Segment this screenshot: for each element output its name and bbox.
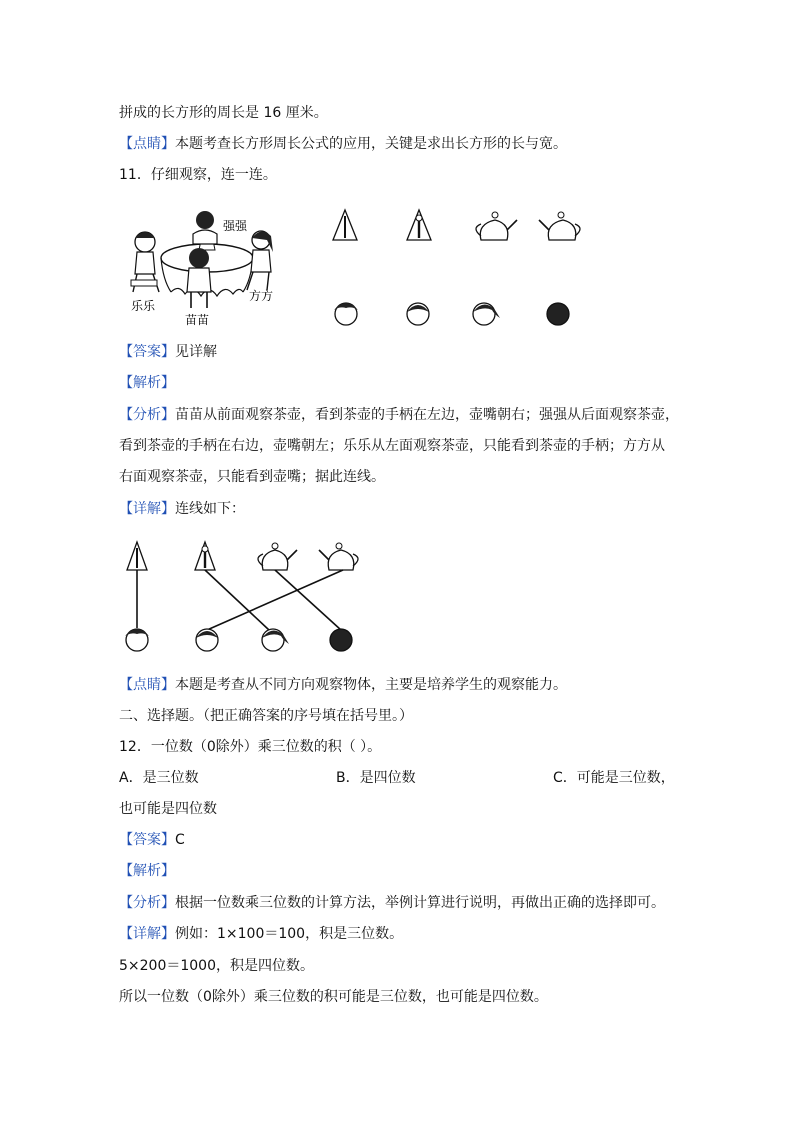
dianjing-line <box>119 675 567 695</box>
name-lele: 乐乐 <box>131 299 156 313</box>
option-b: B．是四位数 <box>336 770 416 786</box>
tag-xiangjie: 【详解】 <box>119 926 175 942</box>
head-qiangqiang-icon <box>196 629 218 651</box>
teapot-spout-left-icon <box>319 543 358 570</box>
tag-answer: 【答案】 <box>119 344 175 360</box>
head-miaomiao-icon <box>547 303 569 325</box>
answer-text: C <box>175 832 185 848</box>
conclusion-line: 所以一位数（0除外）乘三位数的积可能是三位数，也可能是四位数。 <box>119 989 548 1005</box>
tag-fenxi: 【分析】 <box>119 407 175 423</box>
kid-heads-row <box>330 296 580 330</box>
analysis-line-q12 <box>119 893 665 913</box>
dianjing-text: 本题是考查从不同方向观察物体，主要是培养学生的观察能力。 <box>175 677 567 693</box>
name-fangfang: 方方 <box>249 289 274 303</box>
head-fangfang-icon <box>262 629 289 651</box>
answer-figure <box>119 538 369 656</box>
tag-dianjing: 【点睛】 <box>119 677 175 693</box>
teapot-spout-right-icon <box>258 543 297 570</box>
question-12: 12．一位数（0除外）乘三位数的积（ ）。 <box>119 739 382 755</box>
question-11: 11．仔细观察，连一连。 <box>119 167 277 183</box>
teapot-views-row <box>325 206 585 250</box>
teapot-spout-view-icon <box>407 210 431 240</box>
detail-line-q12 <box>119 924 403 944</box>
connect-line <box>275 570 341 630</box>
text-content: 本题考查长方形周长公式的应用，关键是求出长方形的长与宽。 <box>175 136 567 152</box>
head-lele-icon <box>334 303 358 325</box>
connect-line <box>207 570 343 630</box>
text-line: 拼成的长方形的周长是 16 厘米。 <box>119 105 328 121</box>
analysis-text: 根据一位数乘三位数的计算方法，举例计算进行说明，再做出正确的选择即可。 <box>175 895 665 911</box>
scene-figure <box>119 200 279 332</box>
option-a: A．是三位数 <box>119 770 199 786</box>
calc-line: 5×200＝1000，积是四位数。 <box>119 958 314 974</box>
connect-line <box>205 570 269 630</box>
detail-line <box>119 499 245 519</box>
detail-text: 例如：1×100＝100，积是三位数。 <box>175 926 404 942</box>
name-miaomiao: 苗苗 <box>185 313 210 327</box>
head-qiangqiang-icon <box>407 303 429 325</box>
tag-jiexi: 【解析】 <box>119 863 175 879</box>
teapot-spout-left-icon <box>539 212 580 240</box>
teapot-spout-right-icon <box>476 212 517 240</box>
name-qiangqiang: 强强 <box>223 219 248 233</box>
teapot-spout-view-icon <box>195 542 215 570</box>
tag-answer: 【答案】 <box>119 832 175 848</box>
detail-text: 连线如下： <box>175 501 245 517</box>
answer-line <box>119 342 217 362</box>
answer-line-2 <box>119 830 185 850</box>
head-miaomiao-icon <box>330 629 352 651</box>
tag-dianjing: 【点睛】 <box>119 136 175 152</box>
analysis-text: 苗苗从前面观察茶壶，看到茶壶的手柄在左边，壶嘴朝右；强强从后面观察茶壶， <box>175 407 679 423</box>
option-c-continued: 也可能是四位数 <box>119 801 217 817</box>
tag-jiexi: 【解析】 <box>119 375 175 391</box>
text-line <box>119 134 567 154</box>
teapot-handle-view-icon <box>127 542 147 570</box>
analysis-line-1 <box>119 405 679 425</box>
tag-fenxi: 【分析】 <box>119 895 175 911</box>
head-fangfang-icon <box>473 303 500 325</box>
option-c: C．可能是三位数， <box>553 770 675 786</box>
section-heading: 二、选择题。（把正确答案的序号填在括号里。） <box>119 708 413 724</box>
tag-xiangjie: 【详解】 <box>119 501 175 517</box>
analysis-line-3: 右面观察茶壶，只能看到壶嘴；据此连线。 <box>119 469 385 485</box>
answer-text: 见详解 <box>175 344 217 360</box>
analysis-line-2: 看到茶壶的手柄在右边，壶嘴朝左；乐乐从左面观察茶壶，只能看到茶壶的手柄；方方从 <box>119 438 665 454</box>
head-lele-icon <box>125 629 149 651</box>
teapot-handle-view-icon <box>333 210 357 240</box>
